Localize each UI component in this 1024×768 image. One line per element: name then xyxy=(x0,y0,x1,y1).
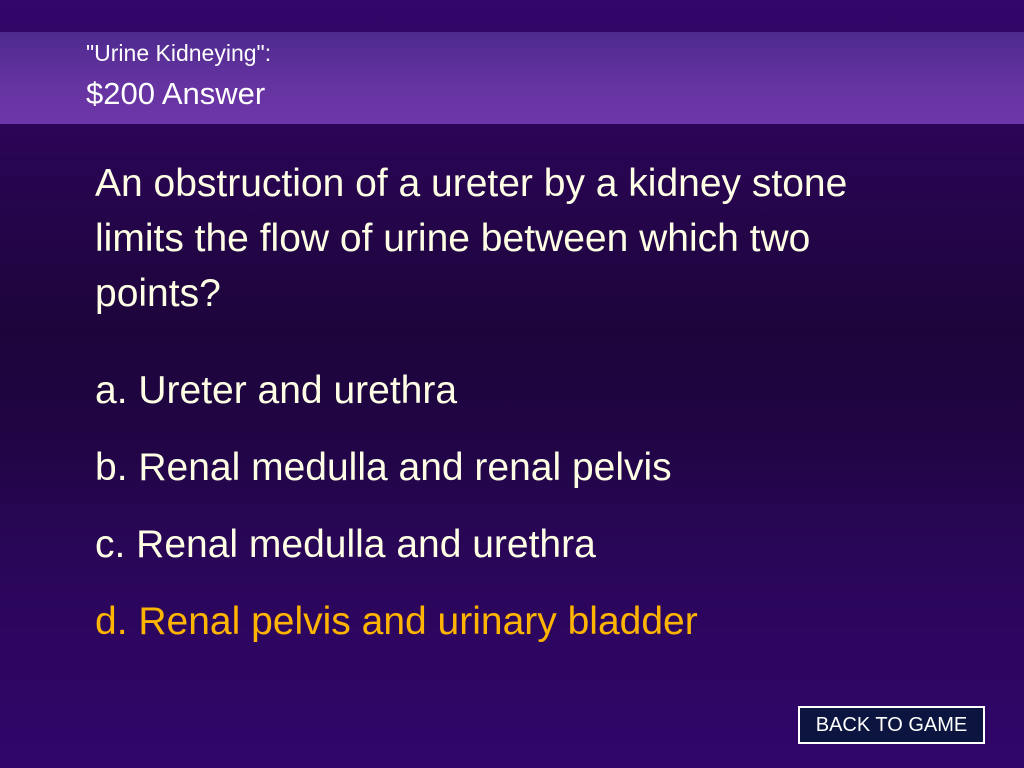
answer-list xyxy=(95,363,698,671)
category-title: "Urine Kidneying": xyxy=(86,40,272,66)
answer-option-d-correct: d. Renal pelvis and urinary bladder xyxy=(95,600,698,643)
question-text: An obstruction of a ureter by a kidney stone limits the flow of urine between which two points? xyxy=(95,162,848,315)
page-title: $200 Answer xyxy=(86,76,266,111)
answer-option-c: c. Renal medulla and urethra xyxy=(95,523,596,566)
back-to-game-button[interactable]: BACK TO GAME xyxy=(798,706,985,744)
answer-option-b: b. Renal medulla and renal pelvis xyxy=(95,446,672,489)
answer-option-a: a. Ureter and urethra xyxy=(95,369,458,412)
